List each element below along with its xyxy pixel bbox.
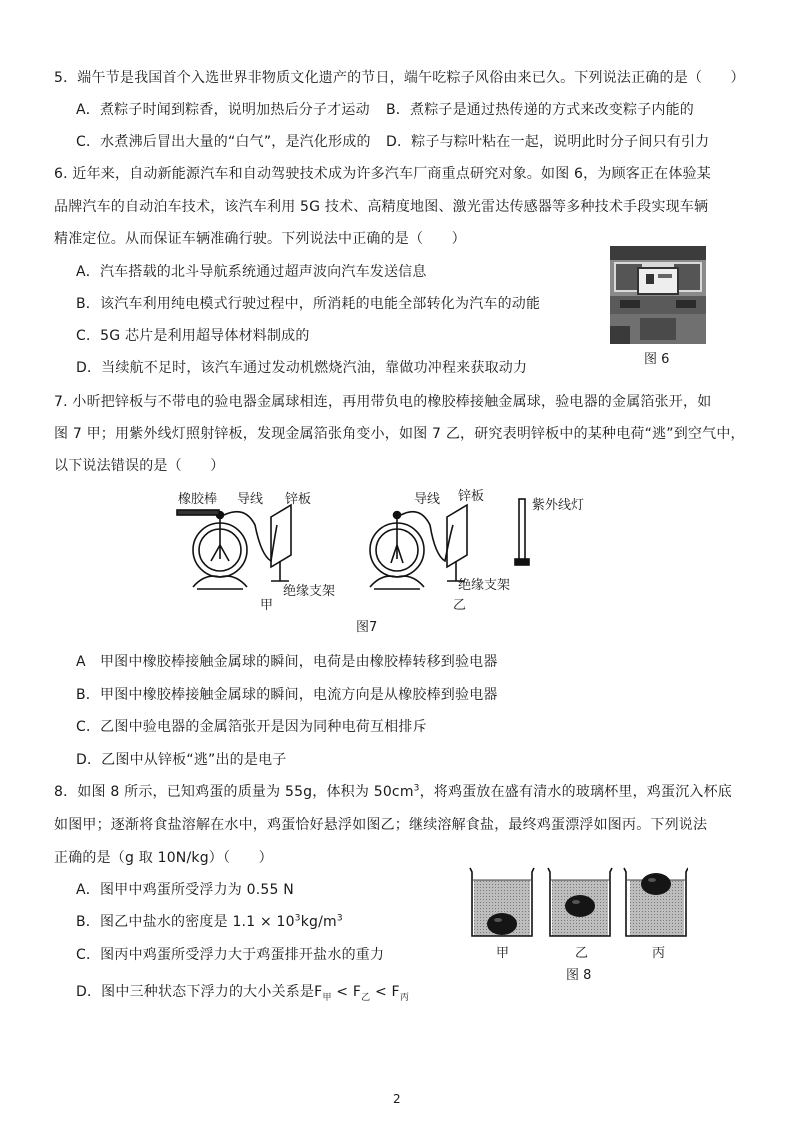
label-yi-figure: 乙 bbox=[453, 598, 467, 613]
beaker-jia bbox=[470, 868, 534, 936]
label-rubber-rod: 橡胶棒 bbox=[178, 492, 218, 507]
q5-option-b: B．煮粽子是通过热传递的方式来改变粽子内能的 bbox=[386, 102, 695, 118]
q6-option-c: C．5G 芯片是利用超导体材料制成的 bbox=[76, 328, 310, 344]
q5-option-c: C．水煮沸后冒出大量的“白气”，是汽化形成的 bbox=[76, 134, 371, 150]
q6-option-d: D．当续航不足时，该汽车通过发动机燃烧汽油，靠做功冲程来获取动力 bbox=[76, 360, 528, 376]
q7-option-a: A 甲图中橡胶棒接触金属球的瞬间，电荷是由橡胶棒转移到验电器 bbox=[76, 654, 498, 670]
label-cup-bing: 丙 bbox=[652, 946, 666, 961]
beaker-bing bbox=[624, 868, 688, 936]
q5-stem: 5．端午节是我国首个入选世界非物质文化遗产的节日，端午吃粽子风俗由来已久。下列说法正确的是（ ） bbox=[54, 70, 745, 86]
egg-sunk bbox=[487, 913, 517, 935]
q7-stem-line2: 图 7 甲；用紫外线灯照射锌板，发现金属箔张角变小，如图 7 乙，研究表明锌板中的某种电荷“逃”到空气中， bbox=[54, 426, 745, 442]
figure-7-caption: 图7 bbox=[356, 620, 378, 635]
q6-stem-line1: 6. 近年来，自动新能源汽车和自动驾驶技术成为许多汽车厂商重点研究对象。如图 6，为顾客正在体验某 bbox=[54, 166, 711, 182]
egg-suspended bbox=[565, 895, 595, 917]
label-zinc-plate-1: 锌板 bbox=[285, 492, 312, 507]
q8-option-b: B．图乙中盐水的密度是 $1.1 \times 10^3kg/m^3$ bbox=[76, 913, 343, 930]
page-number: 2 bbox=[393, 1092, 401, 1106]
figure-6-caption: 图 6 bbox=[644, 352, 670, 367]
q6-stem-line2: 品牌汽车的自动泊车技术，该汽车利用 5G 技术、高精度地图、激光雷达传感器等多种技术手段实现车辆 bbox=[54, 199, 709, 215]
q7-option-d: D．乙图中从锌板“逃”出的是电子 bbox=[76, 752, 287, 768]
q8-stem-line1: 8．如图 8 所示，已知鸡蛋的质量为 55g，体积为 $50cm^3$，将鸡蛋放在盛有清水的玻璃杯里，鸡蛋沉入杯底 bbox=[54, 783, 733, 800]
label-uv-lamp: 紫外线灯 bbox=[532, 498, 585, 513]
q7-option-b: B．甲图中橡胶棒接触金属球的瞬间，电流方向是从橡胶棒到验电器 bbox=[76, 687, 498, 703]
q7-stem-line3: 以下说法错误的是（ ） bbox=[54, 458, 225, 474]
q6-option-b: B．该汽车利用纯电模式行驶过程中，所消耗的电能全部转化为汽车的动能 bbox=[76, 296, 541, 312]
q7-option-c: C．乙图中验电器的金属箔张开是因为同种电荷互相排斥 bbox=[76, 719, 427, 735]
q8-option-d: D．图中三种状态下浮力的大小关系是$F_甲 < F_乙 < F_丙$ bbox=[76, 984, 410, 1003]
label-zinc-plate-2: 锌板 bbox=[458, 489, 485, 504]
q7-stem-line1: 7. 小昕把锌板与不带电的验电器金属球相连，再用带负电的橡胶棒接触金属球，验电器的金属箔张开，如 bbox=[54, 394, 712, 410]
figure-8-beakers bbox=[468, 866, 688, 940]
label-wire-2: 导线 bbox=[414, 492, 441, 507]
q8-option-c: C．图丙中鸡蛋所受浮力大于鸡蛋排开盐水的重力 bbox=[76, 947, 385, 963]
q8-stem-line2: 如图甲；逐渐将食盐溶解在水中，鸡蛋恰好悬浮如图乙；继续溶解食盐，最终鸡蛋漂浮如图丙。下列说法 bbox=[54, 817, 708, 833]
label-insulating-stand-1: 绝缘支架 bbox=[283, 584, 336, 599]
q8-stem-line3: 正确的是（g 取 10N/kg）（ ） bbox=[54, 850, 273, 866]
label-cup-jia: 甲 bbox=[496, 946, 510, 961]
q5-option-a: A．煮粽子时闻到粽香，说明加热后分子才运动 bbox=[76, 102, 370, 118]
figure-6-photo bbox=[610, 246, 706, 344]
q5-option-d: D．粽子与粽叶粘在一起，说明此时分子间只有引力 bbox=[386, 134, 710, 150]
figure-8-caption: 图 8 bbox=[566, 968, 592, 983]
q8-option-a: A．图甲中鸡蛋所受浮力为 0.55 N bbox=[76, 882, 294, 898]
label-insulating-stand-2: 绝缘支架 bbox=[458, 578, 511, 593]
label-wire-1: 导线 bbox=[237, 492, 264, 507]
label-cup-yi: 乙 bbox=[575, 946, 589, 961]
beaker-yi bbox=[548, 868, 612, 936]
label-jia-figure: 甲 bbox=[260, 598, 274, 613]
q6-option-a: A．汽车搭载的北斗导航系统通过超声波向汽车发送信息 bbox=[76, 264, 427, 280]
q6-stem-line3: 精准定位。从而保证车辆准确行驶。下列说法中正确的是（ ） bbox=[54, 231, 466, 247]
egg-floating bbox=[641, 873, 671, 895]
